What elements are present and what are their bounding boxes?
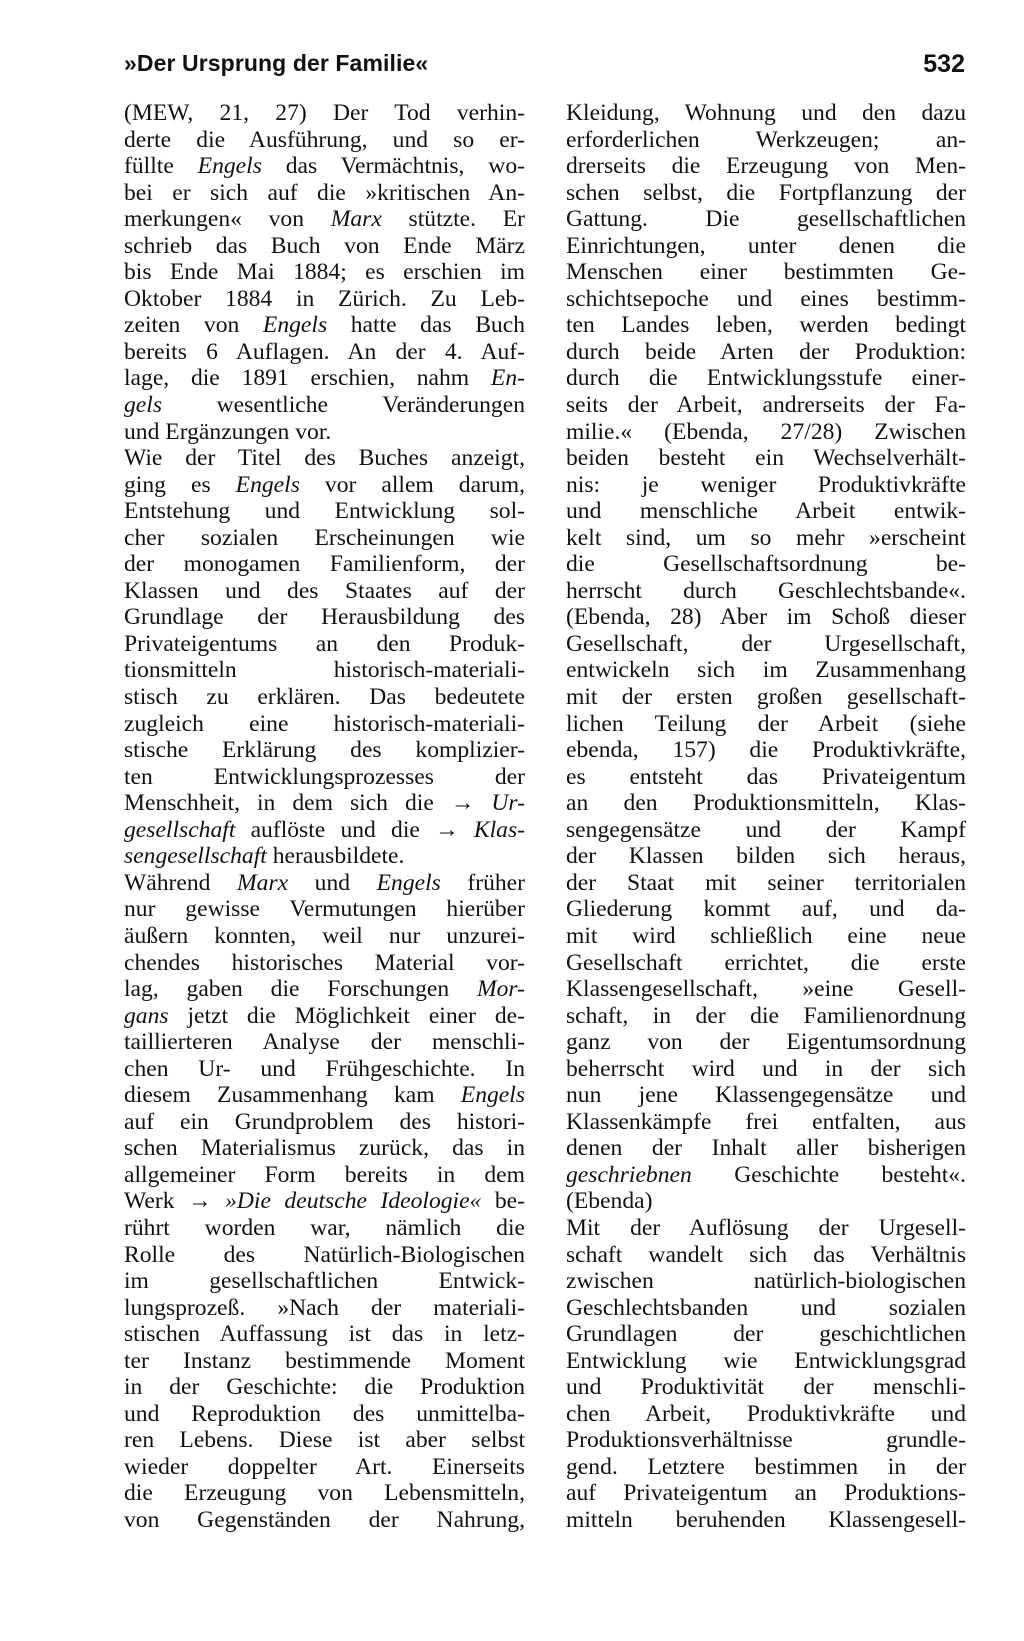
text-line: Privateigentums an den Produk- <box>124 630 525 657</box>
text-segment: herausbildete. <box>266 843 405 870</box>
text-line: an den Produktionsmitteln, Klas- <box>566 790 966 817</box>
text-line: Gattung. Die gesellschaftlichen <box>566 206 966 233</box>
italic-text: sengesellschaft <box>124 843 267 870</box>
italic-text: Engels <box>235 471 300 498</box>
text-line: es entsteht das Privateigentum <box>566 763 966 790</box>
text-line: bis Ende Mai 1884; es erschien im <box>124 259 525 286</box>
text-line: von Gegenständen der Nahrung, <box>124 1506 525 1533</box>
text-line: der Klassen bilden sich heraus, <box>566 843 966 870</box>
text-line: milie.« (Ebenda, 27/28) Zwischen <box>566 418 966 445</box>
text-line: ten Landes leben, werden bedingt <box>566 312 966 339</box>
text-line: und Ergänzungen vor. <box>124 418 332 445</box>
text-line <box>124 976 525 1003</box>
text-segment: lag, gaben die Forschungen <box>124 976 477 1003</box>
text-line: Klassen und des Staates auf der <box>124 577 525 604</box>
italic-text: Mor- <box>476 976 525 1003</box>
text-segment: Geschichte besteht«. <box>691 1161 966 1188</box>
text-line: Grundlage der Herausbildung des <box>124 604 525 631</box>
text-line: der Staat mit seiner territorialen <box>566 869 966 896</box>
text-line: auf Privateigentum an Produktions- <box>566 1480 966 1507</box>
text-segment: früher <box>440 869 526 896</box>
text-segment: jetzt die Möglichkeit einer de- <box>168 1002 525 1029</box>
italic-text: Engels <box>197 153 262 180</box>
text-segment: auflöste und die → <box>235 816 474 843</box>
text-line: in der Geschichte: die Produktion <box>124 1374 525 1401</box>
text-line: der monogamen Familienform, der <box>124 551 525 578</box>
text-line: schichtsepoche und eines bestimm- <box>566 285 966 312</box>
text-line: schrieb das Buch von Ende März <box>124 232 525 259</box>
text-segment: wesentliche Veränderungen <box>162 392 525 419</box>
italic-text: Engels <box>262 312 328 339</box>
text-line: ganz von der Eigentumsordnung <box>566 1029 966 1056</box>
text-line: derte die Ausführung, und so er- <box>124 126 525 153</box>
text-line: gend. Letztere bestimmen in der <box>566 1453 966 1480</box>
text-column-right <box>566 100 966 1534</box>
text-line: mit wird schließlich eine neue <box>566 922 966 949</box>
page-number: 532 <box>923 50 965 78</box>
text-line: seits der Arbeit, andrerseits der Fa- <box>566 392 966 419</box>
italic-text: gesellschaft <box>124 816 236 843</box>
text-segment: be- <box>481 1188 525 1215</box>
text-line <box>124 472 525 499</box>
text-line: die Erzeugung von Lebensmitteln, <box>124 1480 525 1507</box>
text-segment: füllte <box>124 153 198 180</box>
text-line: ten Entwicklungsprozesses der <box>124 763 525 790</box>
text-line <box>124 392 525 419</box>
text-line: und Reproduktion des unmittelba- <box>124 1400 525 1427</box>
text-segment: vor allem darum, <box>299 471 525 498</box>
text-line: Grundlagen der geschichtlichen <box>566 1321 966 1348</box>
text-segment: und <box>288 869 377 896</box>
italic-text: Klas- <box>473 816 525 843</box>
text-line: und menschliche Arbeit entwik- <box>566 498 966 525</box>
text-line: herrscht durch Geschlechtsbande«. <box>566 577 966 604</box>
text-line: zugleich eine historisch-materiali- <box>124 710 525 737</box>
italic-text: Ur- <box>491 790 525 817</box>
text-segment: hatte das Buch <box>327 312 525 339</box>
italic-text: Marx <box>237 869 289 896</box>
text-line <box>124 870 525 897</box>
text-segment: zeiten von <box>124 312 263 339</box>
text-line: zwischen natürlich-biologischen <box>566 1268 966 1295</box>
italic-text: gels <box>124 392 163 419</box>
text-line <box>124 790 525 817</box>
text-line: Mit der Auflösung der Urgesell- <box>566 1214 966 1241</box>
text-segment: ging es <box>124 471 236 498</box>
text-line: die Gesellschaftsordnung be- <box>566 551 966 578</box>
text-line: chen Arbeit, Produktivkräfte und <box>566 1400 966 1427</box>
text-line: erforderlichen Werkzeugen; an- <box>566 126 966 153</box>
text-line: (Ebenda) <box>566 1188 653 1215</box>
text-segment: das Vermächtnis, wo- <box>261 153 525 180</box>
text-line <box>124 153 525 180</box>
text-line <box>124 1188 525 1215</box>
text-line: Gesellschaft errichtet, die erste <box>566 949 966 976</box>
page-header <box>124 50 965 84</box>
text-line: tionsmitteln historisch-materiali- <box>124 657 525 684</box>
text-line: stisch zu erklären. Das bedeutete <box>124 684 525 711</box>
text-line: und Produktivität der menschli- <box>566 1374 966 1401</box>
text-line: ren Lebens. Diese ist aber selbst <box>124 1427 525 1454</box>
text-column-left <box>124 100 525 1534</box>
text-line: Geschlechtsbanden und sozialen <box>566 1294 966 1321</box>
text-line: Einrichtungen, unter denen die <box>566 232 966 259</box>
text-line: nur gewisse Vermutungen hierüber <box>124 896 525 923</box>
text-line: lichen Teilung der Arbeit (siehe <box>566 710 966 737</box>
text-segment: Während <box>124 869 238 896</box>
text-line: stische Erklärung des komplizier- <box>124 737 525 764</box>
text-line: Entstehung und Entwicklung sol- <box>124 498 525 525</box>
text-line: ebenda, 157) die Produktivkräfte, <box>566 737 966 764</box>
text-line <box>124 1003 525 1030</box>
text-line <box>124 817 525 844</box>
text-line: mitteln beruhenden Klassengesell- <box>566 1506 966 1533</box>
text-line: drerseits die Erzeugung von Men- <box>566 153 966 180</box>
text-line <box>124 843 525 870</box>
text-line: schaft wandelt sich das Verhältnis <box>566 1241 966 1268</box>
text-line: beiden besteht ein Wechselverhält- <box>566 445 966 472</box>
text-line: nis: je weniger Produktivkräfte <box>566 471 966 498</box>
text-line: Gliederung kommt auf, und da- <box>566 896 966 923</box>
text-segment: diesem Zusammenhang kam <box>124 1082 461 1109</box>
text-line: kelt sind, um so mehr »erscheint <box>566 524 966 551</box>
text-line: durch die Entwicklungsstufe einer- <box>566 365 966 392</box>
running-head-title: »Der Ursprung der Familie« <box>124 50 429 76</box>
text-line: chen Ur- und Frühgeschichte. In <box>124 1055 525 1082</box>
text-line: taillierteren Analyse der menschli- <box>124 1029 525 1056</box>
text-line: lungsprozeß. »Nach der materiali- <box>124 1294 525 1321</box>
text-segment: merkungen« von <box>124 206 331 233</box>
text-line: entwickeln sich im Zusammenhang <box>566 657 966 684</box>
italic-text: gans <box>124 1002 169 1029</box>
text-line: bereits 6 Auflagen. An der 4. Auf- <box>124 338 525 365</box>
text-line <box>124 365 525 392</box>
text-line: nun jene Klassengegensätze und <box>566 1082 966 1109</box>
italic-text: En- <box>490 365 525 392</box>
text-line: Oktober 1884 in Zürich. Zu Leb- <box>124 285 525 312</box>
italic-text: Engels <box>376 869 441 896</box>
text-line: Entwicklung wie Entwicklungsgrad <box>566 1347 966 1374</box>
text-line: (Ebenda, 28) Aber im Schoß dieser <box>566 604 966 631</box>
text-line: allgemeiner Form bereits in dem <box>124 1161 525 1188</box>
text-line: beherrscht wird und in der sich <box>566 1055 966 1082</box>
text-line: Produktionsverhältnisse grundle- <box>566 1427 966 1454</box>
text-line: auf ein Grundproblem des histori- <box>124 1108 525 1135</box>
text-line <box>566 1162 966 1189</box>
text-line: äußern konnten, weil nur unzurei- <box>124 922 525 949</box>
text-line: Klassenkämpfe frei entfalten, aus <box>566 1108 966 1135</box>
text-line: im gesellschaftlichen Entwick- <box>124 1268 525 1295</box>
text-line: Wie der Titel des Buches anzeigt, <box>124 445 525 472</box>
italic-text: geschriebnen <box>566 1161 692 1188</box>
text-line: mit der ersten großen gesellschaft- <box>566 684 966 711</box>
text-segment: lage, die 1891 erschien, nahm <box>124 365 491 392</box>
text-line: stischen Auffassung ist das in letz- <box>124 1321 525 1348</box>
text-line <box>124 1082 525 1109</box>
text-line: chendes historisches Material vor- <box>124 949 525 976</box>
text-line: schen selbst, die Fortpflanzung der <box>566 179 966 206</box>
text-line: bei er sich auf die »kritischen An- <box>124 179 525 206</box>
text-line: denen der Inhalt aller bisherigen <box>566 1135 966 1162</box>
text-line: (MEW, 21, 27) Der Tod verhin- <box>124 100 525 126</box>
italic-text: »Die deutsche Ideologie« <box>225 1188 482 1215</box>
text-line: sengegensätze und der Kampf <box>566 816 966 843</box>
text-line: schaft, in der die Familienordnung <box>566 1002 966 1029</box>
text-line: wieder doppelter Art. Einerseits <box>124 1453 525 1480</box>
text-line: schen Materialismus zurück, das in <box>124 1135 525 1162</box>
text-segment: Menschheit, in dem sich die → <box>124 790 492 817</box>
text-line: rührt worden war, nämlich die <box>124 1214 525 1241</box>
text-line: Menschen einer bestimmten Ge- <box>566 259 966 286</box>
text-line: cher sozialen Erscheinungen wie <box>124 524 525 551</box>
text-segment: Werk → <box>124 1188 226 1215</box>
text-line <box>124 206 525 233</box>
text-line: durch beide Arten der Produktion: <box>566 338 966 365</box>
text-line <box>124 312 525 339</box>
text-segment: stützte. Er <box>381 206 525 233</box>
text-line: Klassengesellschaft, »eine Gesell- <box>566 976 966 1003</box>
italic-text: Engels <box>460 1082 525 1109</box>
text-line: Kleidung, Wohnung und den dazu <box>566 100 966 126</box>
text-line: Rolle des Natürlich-Biologischen <box>124 1241 525 1268</box>
italic-text: Marx <box>330 206 382 233</box>
text-line: Gesellschaft, der Urgesellschaft, <box>566 630 966 657</box>
text-line: ter Instanz bestimmende Moment <box>124 1347 525 1374</box>
